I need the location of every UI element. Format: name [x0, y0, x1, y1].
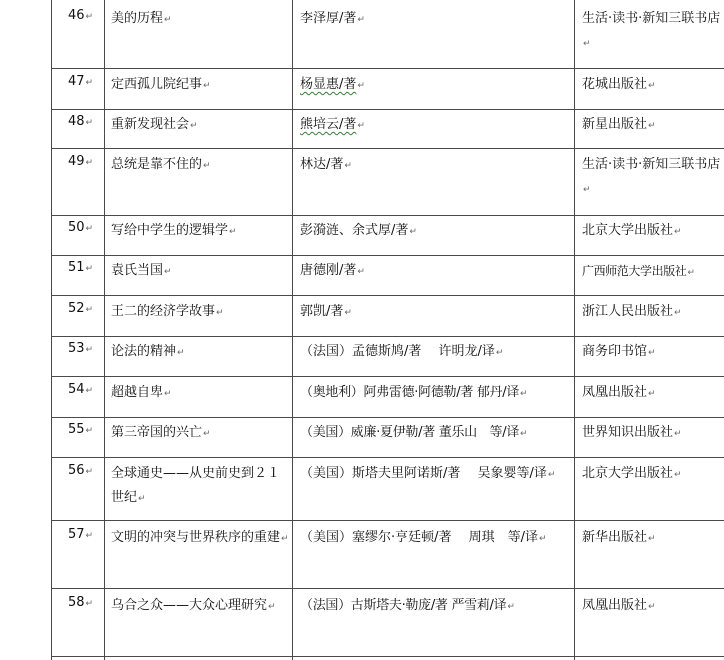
book-title: 重新发现社会↵	[111, 117, 198, 132]
book-publisher: 北京大学出版社↵	[582, 223, 682, 238]
book-author: （奥地利）阿弗雷德·阿德勒/著 郁丹/译↵	[300, 385, 528, 400]
row-divider	[51, 520, 724, 521]
row-divider	[51, 109, 724, 110]
book-publisher: 生活·读书·新知三联书店↵	[582, 11, 721, 49]
row-number: 51↵	[68, 260, 94, 275]
row-divider	[51, 656, 724, 657]
book-publisher: 凤凰出版社↵	[582, 385, 656, 400]
book-title: 全球通史——从史前史到２１世纪↵	[111, 466, 281, 505]
book-title: 袁氏当国↵	[111, 263, 172, 278]
row-divider	[51, 148, 724, 149]
row-number: 48↵	[68, 114, 94, 129]
column-divider	[292, 0, 293, 660]
book-title: 第三帝国的兴亡↵	[111, 425, 211, 440]
book-publisher: 凤凰出版社↵	[582, 598, 656, 613]
row-number: 46↵	[68, 8, 94, 23]
book-title: 美的历程↵	[111, 11, 172, 26]
book-author: （美国）斯塔夫里阿诺斯/著 吴象婴等/译↵	[300, 466, 556, 481]
row-number: 55↵	[68, 422, 94, 437]
book-publisher: 商务印书馆↵	[582, 344, 656, 359]
book-author: 林达/著↵	[300, 157, 352, 172]
book-author: 彭漪涟、余式厚/著↵	[300, 223, 417, 238]
book-publisher: 新星出版社↵	[582, 117, 656, 132]
book-title: 超越自卑↵	[111, 385, 172, 400]
book-title: 写给中学生的逻辑学↵	[111, 223, 237, 238]
row-divider	[51, 376, 724, 377]
book-publisher: 花城出版社↵	[582, 77, 656, 92]
book-publisher: 北京大学出版社↵	[582, 466, 682, 481]
column-divider	[574, 0, 575, 660]
book-publisher: 世界知识出版社↵	[582, 425, 682, 440]
book-author: 熊培云/著↵	[300, 117, 365, 132]
row-divider	[51, 417, 724, 418]
row-number: 47↵	[68, 74, 94, 89]
row-divider	[51, 457, 724, 458]
book-publisher: 生活·读书·新知三联书店↵	[582, 157, 721, 195]
book-author: （法国）古斯塔夫·勒庞/著 严雪莉/译↵	[300, 598, 515, 613]
book-title: 文明的冲突与世界秩序的重建↵	[111, 530, 289, 545]
row-number: 52↵	[68, 301, 94, 316]
row-number: 53↵	[68, 341, 94, 356]
book-publisher: 新华出版社↵	[582, 530, 656, 545]
row-number: 58↵	[68, 595, 94, 610]
book-publisher: 浙江人民出版社↵	[582, 304, 682, 319]
row-number: 49↵	[68, 154, 94, 169]
book-publisher: 广西师范大学出版社↵	[582, 264, 695, 278]
book-author: （法国）孟德斯鸠/著 许明龙/译↵	[300, 344, 504, 359]
book-author: 李泽厚/著↵	[300, 11, 365, 26]
book-title: 乌合之众——大众心理研究↵	[111, 598, 276, 613]
row-divider	[51, 336, 724, 337]
row-divider	[51, 255, 724, 256]
book-author: （美国）塞缪尔·亨廷顿/著 周琪 等/译↵	[300, 530, 547, 545]
book-title: 定西孤儿院纪事↵	[111, 77, 211, 92]
book-author: 郭凯/著↵	[300, 304, 352, 319]
row-divider	[51, 295, 724, 296]
column-divider	[104, 0, 105, 660]
book-title: 王二的经济学故事↵	[111, 304, 224, 319]
row-divider	[51, 68, 724, 69]
table-border-left	[51, 0, 52, 660]
book-title: 论法的精神↵	[111, 344, 185, 359]
row-number: 54↵	[68, 382, 94, 397]
book-author: 唐德刚/著↵	[300, 263, 365, 278]
row-number: 57↵	[68, 527, 94, 542]
row-divider	[51, 215, 724, 216]
book-author: 杨显惠/著↵	[300, 77, 365, 92]
row-divider	[51, 588, 724, 589]
book-author: （美国）威廉·夏伊勒/著 董乐山 等/译↵	[300, 425, 528, 440]
book-title: 总统是靠不住的↵	[111, 157, 211, 172]
row-number: 56↵	[68, 463, 94, 478]
row-number: 50↵	[68, 220, 94, 235]
